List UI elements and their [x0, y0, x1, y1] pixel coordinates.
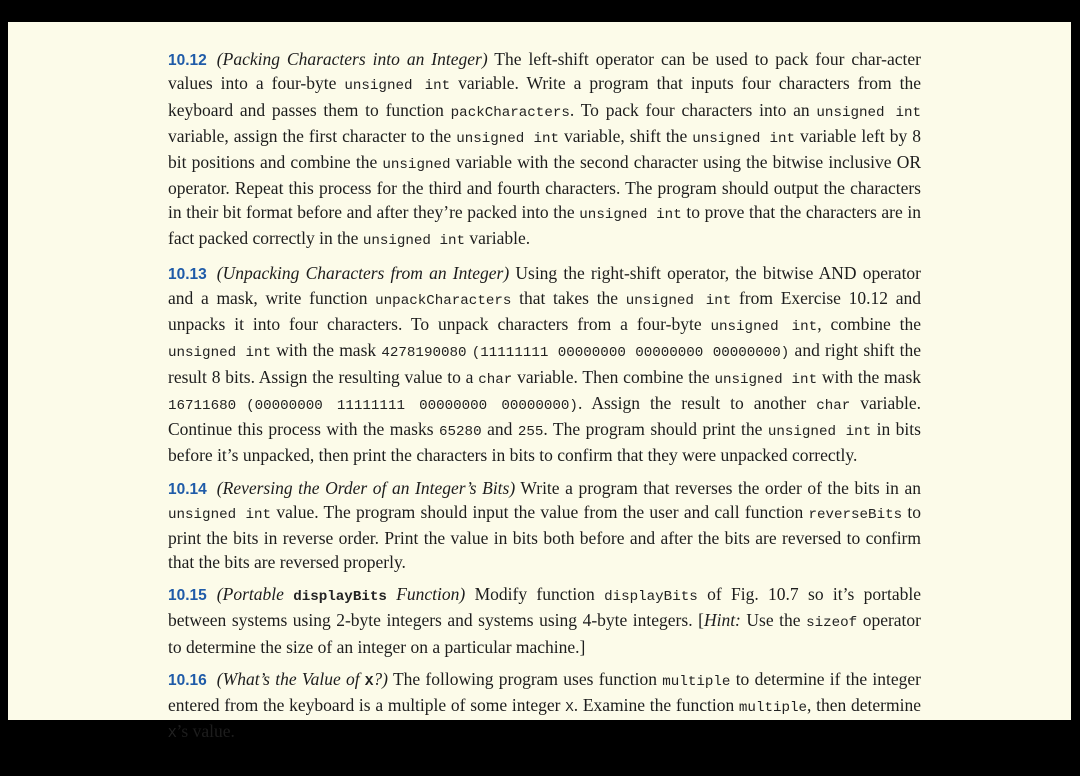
code-term: unsigned [382, 157, 451, 174]
body-text [236, 393, 246, 413]
body-text: variable, shift the [558, 125, 693, 146]
body-text: , combine the [817, 313, 922, 334]
code-term: unsigned int [456, 130, 559, 147]
body-text: Use the [740, 610, 807, 631]
exercise-title-code: displayBits [293, 588, 387, 605]
exercise-title-end: Function) [396, 583, 466, 604]
exercise-10-12 [168, 48, 921, 253]
code-term: 4278190080 [381, 345, 467, 362]
body-text: value. The program should input the value from the user and call function [271, 502, 809, 523]
exercise-number: 10.15 [168, 586, 207, 604]
body-text: in bits before it’s unpacked, then print the characters in bits to confirm that they were unpacked correctly. [168, 419, 921, 466]
exercise-title [217, 263, 509, 283]
code-term: reverseBits [808, 507, 903, 524]
body-text: variable. Continue this process with the masks [168, 392, 921, 440]
code-term: (00000000 11111111 00000000 00000000) [246, 397, 578, 414]
body-text: and [481, 419, 518, 440]
code-term: unsigned int [692, 130, 796, 147]
code-term: multiple [738, 700, 808, 717]
body-text: to prove that the characters are in fact packed correctly in the [168, 201, 921, 249]
code-term: X [168, 726, 177, 743]
exercise-10-16 [168, 668, 921, 747]
body-text: Using the right-shift operator, the bitwise AND operator and a mask, write function [168, 263, 922, 308]
code-term: unsigned int [579, 206, 682, 223]
code-term: unsigned int [168, 345, 272, 362]
body-text: to determine if the integer entered from the keyboard is a multiple of some integer [168, 668, 921, 716]
code-term: multiple [662, 673, 731, 690]
body-text: The left-shift operator can be used to pack four char-acter values into a four-byte [168, 49, 921, 94]
code-term: X [565, 700, 574, 717]
body-text: variable with the second character using the bitwise inclusive OR operator. Repeat this process for the third and fourth characters. The program should output the characters in their bit format before and after they’re packed into the [168, 152, 921, 222]
exercise-number: 10.16 [168, 671, 207, 689]
body-text: that takes the [511, 287, 626, 308]
body-text: variable. Write a program that inputs four characters from the keyboard and passes them to function [168, 73, 922, 120]
code-term: packCharacters [450, 104, 570, 121]
body-text: and right shift the result 8 bits. Assign the resulting value to a [168, 340, 922, 387]
body-text: with the mask [817, 366, 921, 387]
code-term: 16711680 [168, 397, 237, 414]
code-term: unsigned int [714, 371, 818, 388]
exercise-title [217, 584, 465, 604]
code-term: unsigned int [625, 292, 732, 309]
exercise-title [217, 49, 488, 69]
body-text: operator to determine the size of an integer on a particular machine.] [168, 610, 921, 657]
code-term: unsigned int [344, 78, 451, 95]
exercise-number: 10.13 [168, 266, 207, 284]
body-text: to print the bits in reverse order. Print the value in bits both before and after the bits are reversed to confirm that the bits are reversed properly. [168, 502, 921, 572]
exercise-title-text: (Packing Characters into an Integer) [216, 49, 488, 69]
exercise-title-text: (Unpacking Characters from an Integer) [216, 263, 510, 284]
exercise-title-code: X [364, 673, 374, 690]
code-term: 65280 [439, 424, 482, 441]
exercise-title [217, 478, 515, 498]
code-term: 255 [517, 424, 544, 441]
body-text: variable. [465, 228, 531, 249]
code-term: unsigned int [816, 104, 921, 121]
body-text: ’s value. [176, 721, 235, 742]
code-term: unsigned int [767, 424, 872, 441]
body-text: with the mask [271, 340, 382, 361]
code-term: (11111111 00000000 00000000 00000000) [471, 345, 790, 362]
hint-label: Hint: [703, 610, 741, 631]
body-text: . The program should print the [543, 419, 768, 440]
body-text: of Fig. 10.7 so it’s portable between systems using 2-byte integers and systems using 4-byte integers. [ [168, 583, 921, 631]
exercise-title-text: (Reversing the Order of an Integer’s Bits) [216, 477, 516, 498]
body-text: . Examine the function [573, 695, 739, 716]
body-text: Modify function [465, 583, 605, 604]
exercise-title [217, 669, 388, 689]
code-term: displayBits [604, 588, 698, 605]
body-text: Write a program that reverses the order of the bits in an [515, 477, 921, 498]
code-term: unpackCharacters [375, 292, 512, 309]
code-term: unsigned int [168, 507, 272, 524]
code-term: char [478, 371, 513, 388]
code-term: unsigned int [710, 318, 818, 335]
body-text: variable left by 8 bit positions and combine the [168, 125, 921, 173]
body-text: variable, assign the first character to the [168, 125, 457, 146]
body-text: from Exercise 10.12 and unpacks it into four characters. To unpack characters from a four-byte [168, 287, 921, 334]
exercise-10-14 [168, 477, 921, 574]
code-term: unsigned int [362, 233, 465, 250]
exercise-number: 10.14 [168, 480, 207, 498]
exercise-title-end: ?) [373, 668, 388, 689]
exercise-10-15 [168, 583, 921, 659]
body-text: , then determine [807, 695, 921, 716]
exercise-number: 10.12 [168, 52, 207, 69]
body-text: . Assign the result to another [577, 392, 817, 413]
exercise-10-13 [168, 262, 921, 467]
body-text: variable. Then combine the [512, 366, 715, 387]
body-text: The following program uses function [388, 668, 663, 689]
code-term: char [816, 397, 851, 414]
code-term: sizeof [806, 615, 858, 632]
textbook-page [8, 22, 1071, 743]
exercise-title-text: (Portable [216, 583, 284, 604]
body-text: . To pack four characters into an [569, 99, 817, 120]
exercise-title-text: (What’s the Value of [216, 668, 360, 689]
